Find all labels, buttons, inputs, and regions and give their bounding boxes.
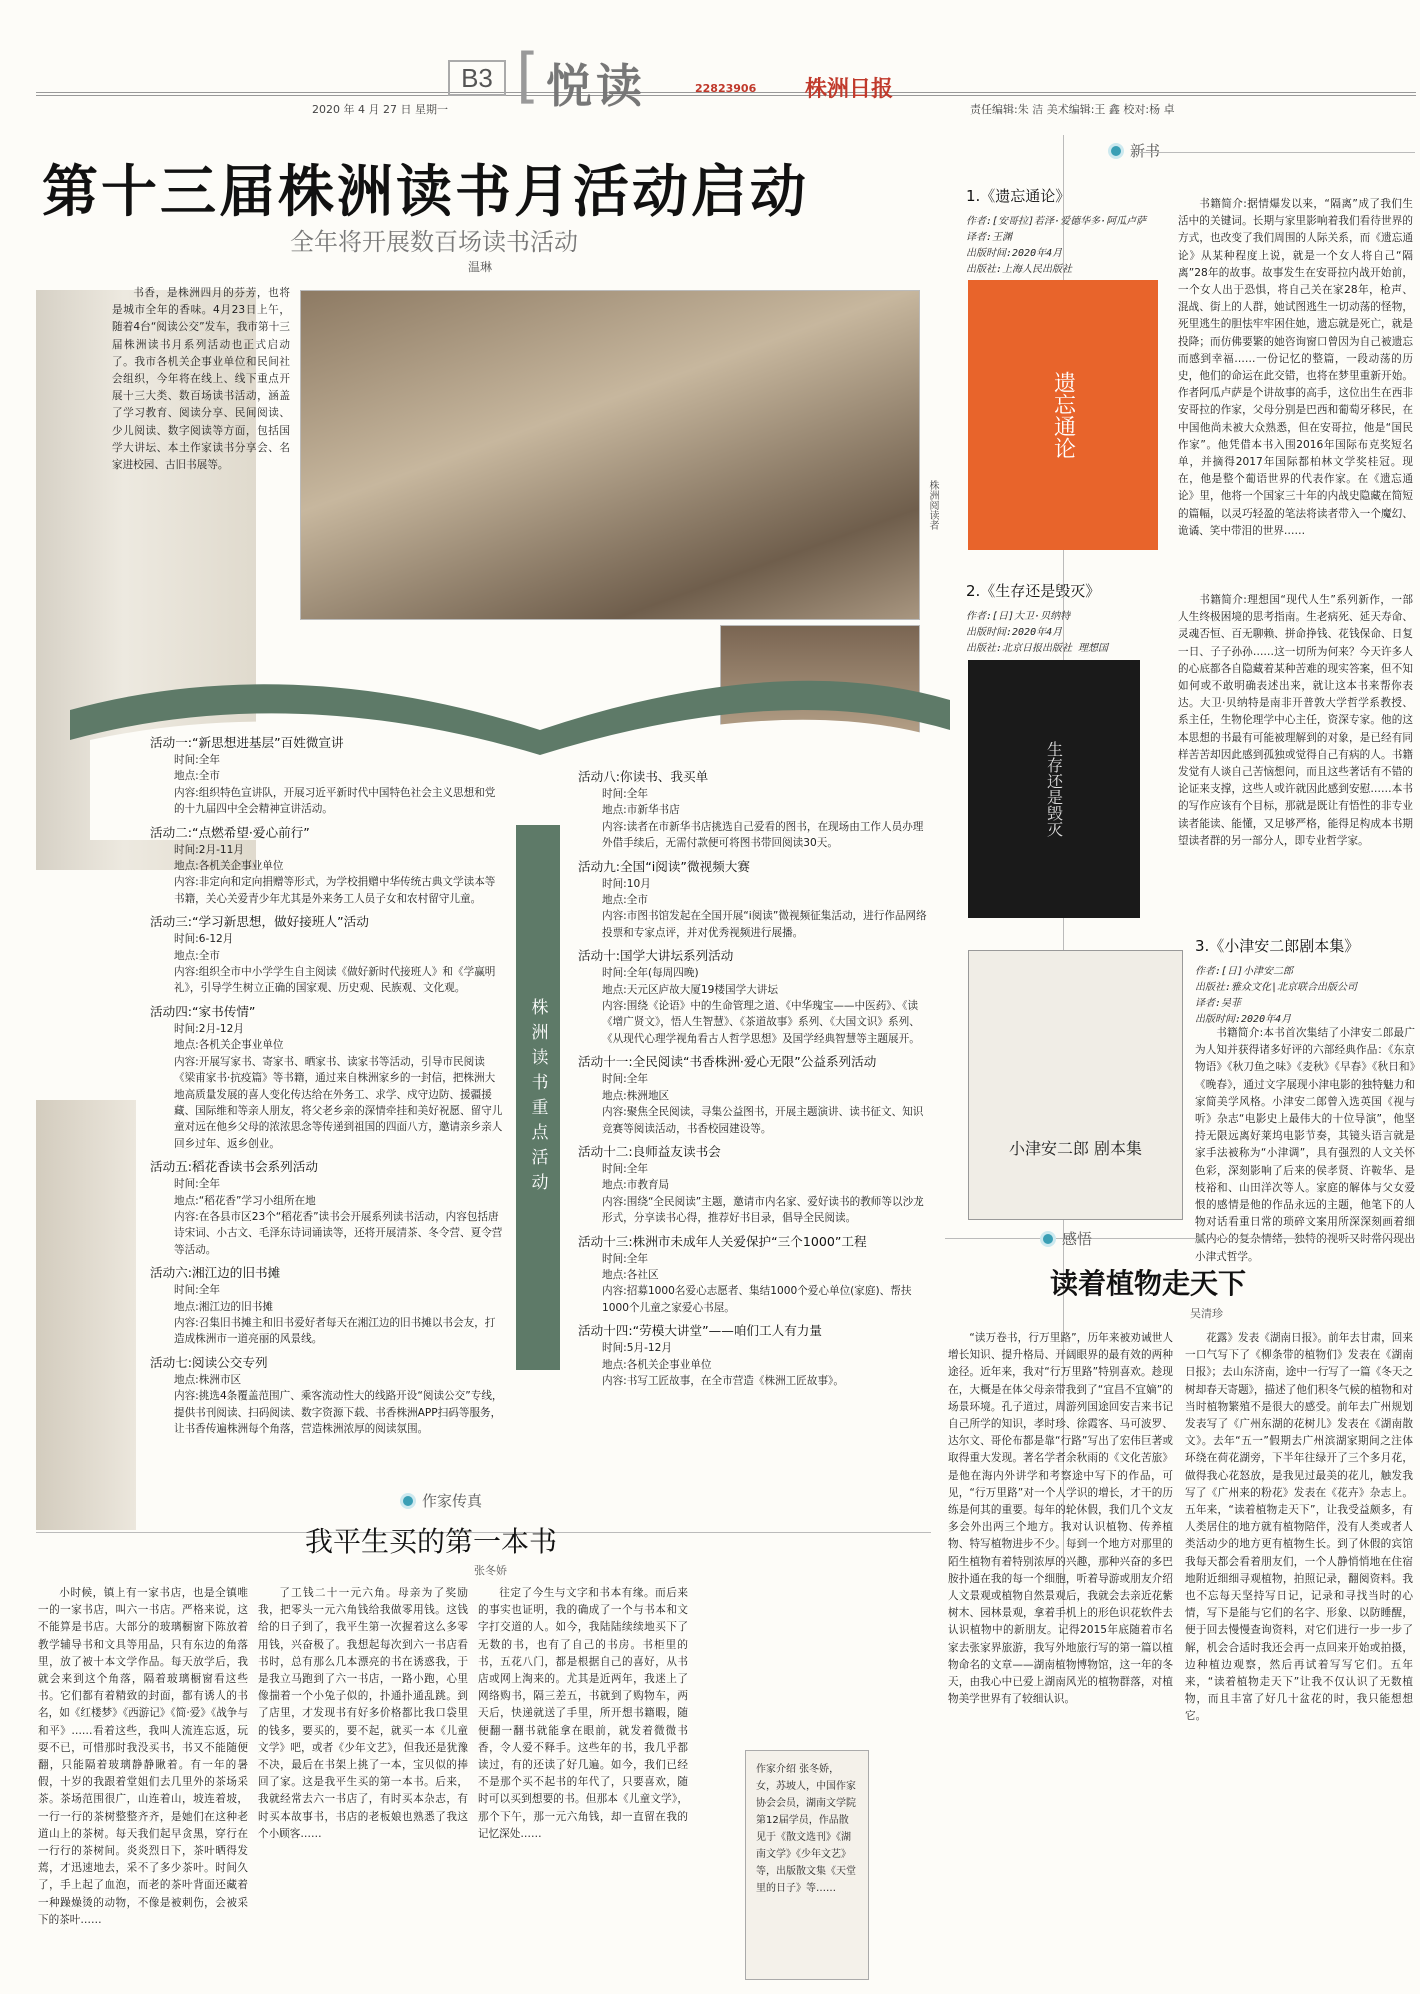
activities-right <box>578 762 933 1389</box>
new-books-tag: 新书 <box>1108 140 1160 161</box>
activity-detail: 内容:召集旧书摊主和旧书爱好者每天在湘江边的旧书摊以书会友，打造成株洲市一道亮丽的风景线。 <box>174 1316 496 1346</box>
page-number: B3 <box>448 60 506 96</box>
activity-detail: 内容:非定向和定向捐赠等形式，为学校捐赠中华传统古典文学读本等书籍，关心关爱青少年尤其是外来务工人员子女和农村留守儿童。 <box>174 876 496 905</box>
tag-dot-icon <box>1040 1231 1056 1247</box>
activity-detail: 内容:围绕“全民阅读”主题，邀请市内名家、爱好读书的教师等以沙龙形式，分享读书心得，推荐好书目录，倡导全民阅读。 <box>602 1195 924 1225</box>
activity-detail: 时间:全年 <box>602 1073 648 1086</box>
activity-title: 活动十二:良师益友读书会 <box>578 1143 721 1159</box>
activity-title: 活动十三:株洲市未成年人关爱保护“三个1000”工程 <box>578 1233 867 1249</box>
bookshelf-photo-lower <box>36 1100 136 1530</box>
plants-tag: 感悟 <box>1040 1228 1092 1249</box>
activity-detail: 内容:开展写家书、寄家书、晒家书、读家书等活动，引导市民阅读《梁甫家书·抗疫篇》等书籍，通过来自株洲家乡的一封信，把株洲大地高质量发展的喜人变化传达给在外务工、求学、戍守边防、援疆援藏、国际维和等亲人朋友，将父老乡亲的深情牵挂和美好祝愿、留守儿童对远在他乡父母的浓浓思念等传递到祖国的四面八方，邀请亲乡亲人回乡过年、返乡创业。 <box>174 1055 503 1150</box>
lead-body: 书香，是株洲四月的芬芳，也将是城市全年的香味。4月23日上午，随着4台“阅读公交”发车，我市第十三届株洲读书月系列活动也正式启动了。我市各机关企事业单位和民间社会组织，今年将在线上、线下重点开展十三大类、数百场读书活动，涵盖了学习教育、阅读分享、民间阅读、少儿阅读、数字阅读等方面，包括国学大讲坛、本土作家读书分享会、名家进校园、古旧书展等。 <box>112 287 290 472</box>
activity-detail: 时间:全年 <box>602 1252 648 1265</box>
activity-detail: 地点:各机关企事业单位 <box>174 860 284 873</box>
first-book-title: 我平生买的第一本书 <box>305 1525 558 1558</box>
lead-subtitle: 全年将开展数百场读书活动 <box>290 228 578 256</box>
activity-title: 活动十一:全民阅读“书香株洲·爱心无限”公益系列活动 <box>578 1054 877 1070</box>
activity-detail: 时间:全年 <box>174 1178 220 1191</box>
activity-detail: 时间:10月 <box>602 877 651 890</box>
activity-title: 活动四:“家书传情” <box>150 1003 256 1019</box>
activity-detail: 内容:书写工匠故事，在全市营造《株洲工匠故事》。 <box>602 1374 844 1387</box>
plants-title: 读着植物走天下 <box>1050 1267 1247 1300</box>
first-book-col-1: 小时候，镇上有一家书店，也是全镇唯一的一家书店，叫六一书店。严格来说，这不能算是书店。大部分的玻璃橱窗下陈放着教学辅导书和文具等用品，只有东边的角落里，放了被十本文学作品。每天放学后，我就会来到这个角落，隔着玻璃橱窗看这些书。它们都有着精致的封面，都有诱人的书名，如《红楼梦》《西游记》《简·爱》《战争与和平》……看着这些，我叫人流连忘返，玩耍不已，可惜那时我没买书，书又不能随便翻，只能隔着玻璃静静瞅着。有一年的暑假，十岁的我跟着堂姐们去几里外的茶场采茶。茶场范围很广，山连着山，坡连着坡，一行一行的茶树整整齐齐，是她们在这种老道山上的茶树。每天我们起早贪黑，穿行在一行行的茶树间。炎炎烈日下，茶叶晒得发蔫，才迅速地去，采不了多少茶叶。时间久了，手上起了血泡，而老的茶叶背面还藏着一种躁燥烫的动物，不像是被刺伤，会被采下的茶叶…… <box>38 1587 248 1926</box>
activity-title: 活动十四:“劳模大讲堂”——咱们工人有力量 <box>578 1323 822 1339</box>
activity-detail: 时间:全年 <box>602 1162 648 1175</box>
activity-detail: 内容:聚焦全民阅读，寻集公益图书，开展主题演讲、读书征文、知识竞赛等阅读活动，书香校园建设等。 <box>602 1106 924 1135</box>
book-3-review: 书籍简介:本书首次集结了小津安二郎最广为人知并获得诸多好评的六部经典作品：《东京物语》《秋刀鱼之味》《麦秋》《早春》《秋日和》《晚春》，通过文字展现小津电影的独特魅力和家简美学风格。小津安二郎曾入选英国《视与听》杂志“电影史上最伟大的十位导演”，他坚持无限远离好莱坞电影节奏，其镜头语言就是家手法被称为“小津调”，具有强烈的人文关怀色彩，深刻影响了后来的侯孝贤、许鞍华、是枝裕和、山田洋次等人。家庭的解体与父女爱恨的感情是他的作品永远的主题，他笔下的人物对话看重日常的琐碎文案用所深深刻画着细腻内心的复杂情绪，独特的视听又时常闪现出小津式哲学。 <box>1195 1027 1415 1263</box>
activity-title: 活动三:“学习新思想，做好接班人”活动 <box>150 914 369 930</box>
tag-dot-icon <box>1108 143 1124 159</box>
activity-detail: 地点:全市 <box>602 894 648 907</box>
book-1-review: 书籍简介:据情爆发以来，“隔离”成了我们生活中的关键词。长期与家里影响着我们看待世界的方式，也改变了我们周围的人际关系，而《遗忘通论》从某种程度上说，就是一个女人将自己“隔离”28年的故事。故事发生在安哥拉内战开始前，一个女人出于恐惧，将自己关在家28年，枪声、混战、街上的人群，她试图逃生一切动荡的怪物，死里逃生的胆怯牢牢困住她，遗忘就是死亡，就是投降；而仿佛要繁的她咨询窗口曾因为自己被遗忘而感到幸福……一份记忆的整篇，一段动荡的历史，他们的命运在此交错，也将在梦里重新开始。作者阿瓜卢萨是个讲故事的高手，这位出生在西非安哥拉的作家，父母分别是巴西和葡萄牙移民，在中国他尚未被大众熟悉，但在安哥拉，他是“国民作家”。他凭借本书入围2016年国际布克奖短名单，并摘得2017年国际都柏林文学奖桂冠。现在，他是整个葡语世界的代表作家。在《遗忘通论》里，他将一个国家三十年的内战史隐藏在简短的篇幅，以灵巧轻盈的笔法将读者带入一个魔幻、诡谲、笑中带泪的世界…… <box>1178 198 1413 537</box>
first-book-col-3: 往定了今生与文字和书本有缘。而后来的事实也证明，我的确成了一个与书本和文字打交道的人。如今，我陆陆续续地买下了无数的书，也有了自己的书房。书柜里的书，五花八门，都是根据自己的喜好，从书店或网上淘来的。尤其是近两年，我迷上了网络购书，隔三差五，书就到了购物车，两天后，快递就送了手里，所开想书籍暇，随便翻一翻书就能拿在眼前，就发着微微书香，令人爱不释手。这些年的书，我几乎都读过，有的还读了好几遍。如今，我们已经不是那个买不起书的年代了，只要喜欢，随时可以买到想要的书。但那本《儿童文学》，那个下午，那一元六角钱，却一直留在我的记忆深处…… <box>478 1587 688 1840</box>
first-book-col-2: 了工钱二十一元六角。母亲为了奖励我，把零头一元六角钱给我做零用钱。这钱给的日子到了，我平生第一次握着这么多零用钱，兴奋极了。我想起每次到六一书店看书时，总有那么几本漂亮的书在诱惑我，于是我立马跑到了六一书店，一路小跑，心里像揣着一个小兔子似的，扑通扑通乱跳。到了店里，才发现书有好多价格都比我口袋里的钱多，要买的，要不起，就买一本《儿童文学》吧，或者《少年文艺》，但我还是犹豫不决，最后在书架上挑了一本，宝贝似的捧回了家。这是我平生买的第一本书。后来，我就经常去六一书店了，有时买本杂志，有时买本故事书，书店的老板娘也熟悉了我这个小顾客…… <box>258 1587 468 1840</box>
activity-detail: 时间:全年 <box>602 788 648 800</box>
header-rule-2 <box>36 95 1416 96</box>
activity-detail: 内容:在各县市区23个“稻花香”读书会开展系列读书活动，内容包括唐诗宋词、小古文、毛泽东诗词诵读等，还将开展清茶、冬令营、夏令营等活动。 <box>174 1210 503 1256</box>
activity-title: 活动八:你读书、我买单 <box>578 769 709 784</box>
section-rule-plants <box>945 1238 1415 1239</box>
activity-detail: 地点:各社区 <box>602 1268 659 1281</box>
tag-dot-icon <box>400 1493 416 1509</box>
plants-col-1: “读万卷书，行万里路”，历年来被劝诫世人增长知识、提升格局、开阔眼界的最有效的两种途径。近年来，我对“行万里路”特别喜欢。趁现在，大概是在体父母亲带我到了“宜昌不宜嫡”的场景环境。孔子道过，周游列国途回安吉来书记自己所学的知识，孝时珍、徐霞客、马可波罗、达尔文、哥伦布都是靠“行路”写出了宏伟巨著或取得重大发现。著名学者余秋雨的《文化苦旅》是他在海内外讲学和考察途中写下的作品，可见，“行万里路”对一个人学识的增长，才干的历练是何其的重要。每年的轮休假，我们几个文友多会外出两三个地方。我对认识植物、传养植物、特写植物进步不少。每到一个地方对那里的陌生植物有着特别浓厚的兴趣，那种兴奋的多巴胺扑通在我的每一个细胞，听着导游或朋友介绍人文景观或植物自然景观后，我就会去亲近花紫树木、园林景观，拿着手机上的形色识花软件去认识植物中的新朋友。记得2015年底随着市名家去张家界旅游，我写外地旅行写的第一篇以植物命名的文章——湖南植物博物馆，这一年的冬天，由我心中已爱上湖南风光的植物群落，对植物美学世界有了较细认识。 <box>948 1332 1173 1706</box>
book-2-meta: 2.《生存还是毁灭》 作者:[日]大卫·贝纳特 出版时间:2020年4月 出版社:北京日报出版社 理想国 <box>966 582 1109 654</box>
activity-title: 活动十:国学大讲坛系列活动 <box>578 948 734 964</box>
activity-detail: 地点:“稻花香”学习小组所在地 <box>174 1194 316 1207</box>
editors-line: 责任编辑:朱 洁 美术编辑:王 鑫 校对:杨 卓 <box>970 103 1175 116</box>
activity-title: 活动五:稻花香读书会系列活动 <box>150 1159 318 1175</box>
activity-detail: 时间:2月-12月 <box>174 1022 244 1035</box>
activity-title: 活动七:阅读公交专列 <box>150 1354 268 1370</box>
book-2-review: 书籍简介:理想国“现代人生”系列新作，一部人生终极困境的思考指南。生老病死、延天寿命、灵魂否恒、百无聊赖、拼命挣钱、花钱保命、日复一日、子子孙孙……这一切所为何来？今天许多人的心底都各自隐藏着某种苦难的现实答案，但不知如何或不敢明确表述出来，就让这本书来帮你表达。大卫·贝纳特是南非开普敦大学哲学系教授、系主任，生物伦理学中心主任，资深专家。他的这本思想的书最有可能被理解到的对象，是已经有同样苦苦却因此感到孤独或觉得自己有病的人。书籍发觉有人谈自己苦恼想问，而且这些著话有不错的论证来支撑，这些人或许就因此感到安慰……本书的写作应该有个目标，那就是既让有悟性的非专业读者能读、能懂，又足够严格，能得足构成本书期望读者群的另一部分人，即专业哲学家。 <box>1178 594 1413 847</box>
hotline: 22823906 <box>695 82 757 95</box>
activity-title: 活动六:湘江边的旧书摊 <box>150 1265 281 1281</box>
activities-banner: 株洲读书重点活动 <box>516 825 560 1370</box>
activity-detail: 地点:全市 <box>174 949 220 962</box>
activity-detail: 地点:株洲地区 <box>602 1089 670 1102</box>
activity-title: 活动二:“点燃希望·爱心前行” <box>150 824 310 840</box>
activity-detail: 内容:读者在市新华书店挑选自己爱看的图书，在现场由工作人员办理外借手续后，无需付款便可将图书带回阅读30天。 <box>602 820 924 850</box>
reading-event-photo <box>300 290 920 620</box>
issue-date: 2020 年 4 月 27 日 星期一 <box>312 103 448 116</box>
activity-detail: 内容:组织特色宣讲队，开展习近平新时代中国特色社会主义思想和党的十九届四中全会精神宣讲活动。 <box>174 786 496 816</box>
book-3-meta: 3.《小津安二郎剧本集》 作者:[日]小津安二郎 出版社:雅众文化|北京联合出版公司 译者:吴菲 出版时间:2020年4月 <box>1195 937 1360 1025</box>
activity-detail: 内容:市图书馆发起在全国开展“i阅读”微视频征集活动，进行作品网络投票和专家点评，并对优秀视频进行展播。 <box>602 910 927 939</box>
activities-left <box>150 728 505 1437</box>
activity-detail: 时间:6-12月 <box>174 933 234 946</box>
activity-detail: 地点:市新华书店 <box>602 804 680 817</box>
first-book-author: 张冬娇 <box>474 1564 507 1577</box>
section-name: 悦读 <box>546 59 646 113</box>
section-bracket-icon: [ <box>516 41 540 111</box>
book-3-cover: 小津安二郎 剧本集 <box>968 950 1183 1220</box>
book-1-cover: 遗忘通论 <box>968 280 1158 550</box>
activity-detail: 内容:围绕《论语》中的生命管理之道、《中华瑰宝——中医药》、《读《增广贤文》，悟人生智慧》、《茶道故事》系列、《大国文识》系列、《从现代心理学视角看古人哲学思想》及国学经典智慧等主题展开。 <box>602 1000 920 1045</box>
book-2-cover: 生存还是毁灭 <box>968 660 1140 918</box>
photo-credit: 株洲阅读者 <box>927 480 938 530</box>
plants-author: 吴清珍 <box>1190 1307 1223 1320</box>
activity-detail: 时间:全年(每周四晚) <box>602 967 699 980</box>
activity-detail: 内容:组织全市中小学学生自主阅读《做好新时代接班人》和《学赢明礼》，引导学生树立正确的国家观、历史观、民族观、文化观。 <box>174 966 496 995</box>
activity-detail: 地点:天元区庐故大厦19楼国学大讲坛 <box>602 983 778 996</box>
activity-title: 活动九:全国“i阅读”微视频大赛 <box>578 858 750 874</box>
author-intro-box: 作家介绍 张冬娇，女，苏坡人，中国作家协会会员，湖南文学院第12届学员，作品散见于《散文选刊》《湖南文学》《少年文艺》等，出版散文集《天堂里的日子》等…… <box>745 1750 869 1980</box>
activity-detail: 地点:各机关企事业单位 <box>174 1039 284 1052</box>
lead-title: 第十三届株洲读书月活动启动 <box>42 160 809 225</box>
activity-detail: 时间:2月-11月 <box>174 843 244 856</box>
activity-detail: 地点:株洲市区 <box>174 1373 242 1386</box>
activity-detail: 地点:湘江边的旧书摊 <box>174 1300 273 1313</box>
author-tag: 作家传真 <box>400 1490 482 1511</box>
activity-detail: 内容:招募1000名爱心志愿者、集结1000个爱心单位(家庭)、帮扶1000个儿童之家爱心书屋。 <box>602 1285 912 1314</box>
activity-detail: 地点:市教育局 <box>602 1179 670 1192</box>
activity-detail: 时间:全年 <box>174 754 220 766</box>
masthead: 株洲日报 <box>805 76 894 102</box>
activity-detail: 内容:挑选4条覆盖范围广、乘客流动性大的线路开设“阅读公交”专线，提供书刊阅读、扫码阅读、数字资源下载、书香株洲APP扫码等服务，让书香传遍株洲每个角落，营造株洲浓厚的阅读氛围。 <box>174 1390 503 1435</box>
plants-col-2: 花露》发表《湖南日报》。前年去甘肃，回来一口气写下了《柳条带的植物们》发表在《湖南日报》；去山东济南，途中一行写了一篇《冬天之树却春天寄题》，描述了他们积冬气候的植物和对当时植物繁殖不是很大的感受。前年去广州规划发表写了《广州东湖的花树儿》发表在《湖南散文》。去年“五一”假期去广州滨湖家期间之注体环绕在荷花湖旁，下半年往绿开了三个多月花，做得我心花怒放，是我见过最美的花儿，触发我写了《广州来的粉花》发表在《花卉》杂志上。五年来，“读着植物走天下”，让我受益颇多，有人类居住的地方就有植物陪伴，没有人类或者人类活动少的地方更有植物生长。到了休假的宾馆我每天都会看着朋友们，一个人静悄悄地在住宿地附近细细寻观植物，拍照记录，翻阅资料。我也不忘每天坚持写日记，记录和寻找当时的心情，写下是能与它们的名字、形象、以防睡醒，便于回去慢慢查询资料，对它们进行一步一步了解，机会合适时我还会再一点回来开始或拍摄，边种植边观察，然后再试着写写它们。五年来，“读着植物走天下”让我不仅认识了无数植物，而且丰富了好几十盆花的时，我只能想想它。 <box>1185 1332 1413 1723</box>
activity-detail: 地点:各机关企事业单位 <box>602 1358 712 1371</box>
activity-title: 活动一:“新思想进基层”百姓微宣讲 <box>150 735 344 750</box>
activity-detail: 时间:5月-12月 <box>602 1342 672 1355</box>
tag-rule <box>1140 152 1415 153</box>
lead-author: 温琳 <box>468 260 493 274</box>
activity-detail: 时间:全年 <box>174 1284 220 1297</box>
book-1-meta: 1.《遗忘通论》 作者:[安哥拉]若泽·爱德华多·阿瓜卢萨 译者:王渊 出版时间:2020年4月 出版社:上海人民出版社 <box>966 187 1147 275</box>
activity-detail: 地点:全市 <box>174 770 220 783</box>
